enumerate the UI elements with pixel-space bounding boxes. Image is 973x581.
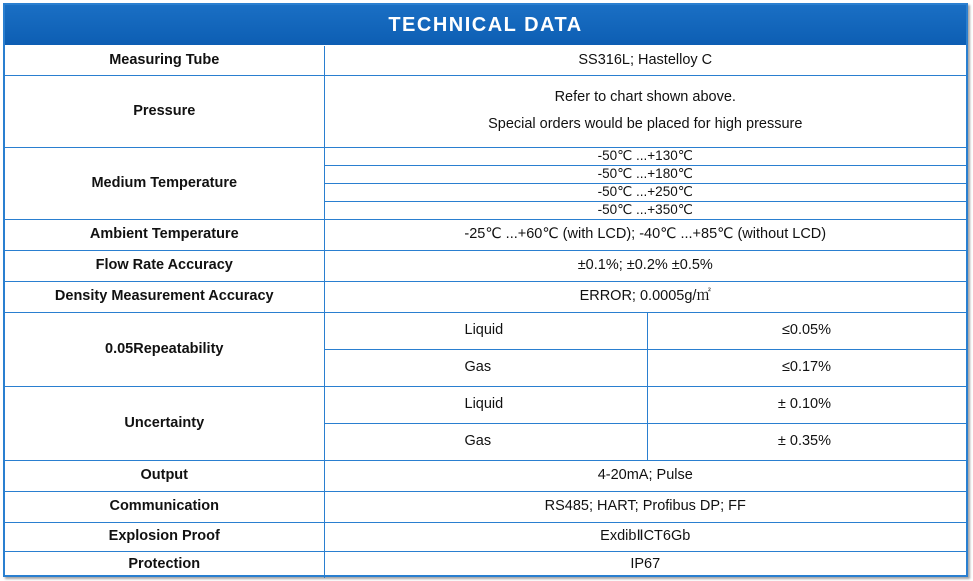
repeatability-liquid-label: Liquid	[324, 312, 647, 349]
row-value-ambient-temperature: -25℃ ...+60℃ (with LCD); -40℃ ...+85℃ (without LCD)	[324, 219, 966, 250]
panel-title: TECHNICAL DATA	[5, 5, 966, 45]
row-label-output: Output	[5, 460, 324, 491]
technical-data-table	[5, 46, 966, 578]
repeatability-gas-label: Gas	[324, 349, 647, 386]
row-value-measuring-tube: SS316L; Hastelloy C	[324, 46, 966, 75]
row-value-flow-rate-accuracy: ±0.1%; ±0.2% ±0.5%	[324, 250, 966, 281]
technical-data-panel	[3, 3, 968, 577]
repeatability-gas-value: ≤0.17%	[647, 349, 966, 386]
row-label-medium-temperature: Medium Temperature	[5, 147, 324, 219]
medium-temperature-value-2: -50℃ ...+180℃	[324, 165, 966, 183]
medium-temperature-value-3: -50℃ ...+250℃	[324, 183, 966, 201]
row-label-uncertainty: Uncertainty	[5, 386, 324, 460]
table-row	[5, 312, 966, 349]
uncertainty-gas-label: Gas	[324, 423, 647, 460]
row-label-communication: Communication	[5, 491, 324, 522]
repeatability-liquid-value: ≤0.05%	[647, 312, 966, 349]
pressure-line-2: Special orders would be placed for high pressure	[488, 116, 803, 132]
row-label-pressure: Pressure	[5, 75, 324, 147]
row-label-explosion-proof: Explosion Proof	[5, 522, 324, 551]
table-row	[5, 551, 966, 578]
row-value-protection: IP67	[324, 551, 966, 578]
uncertainty-liquid-value: ± 0.10%	[647, 386, 966, 423]
table-row	[5, 281, 966, 312]
row-label-flow-rate-accuracy: Flow Rate Accuracy	[5, 250, 324, 281]
row-label-ambient-temperature: Ambient Temperature	[5, 219, 324, 250]
medium-temperature-value-1: -50℃ ...+130℃	[324, 147, 966, 165]
table-row	[5, 491, 966, 522]
row-label-density-accuracy: Density Measurement Accuracy	[5, 281, 324, 312]
table-row	[5, 219, 966, 250]
row-value-explosion-proof: ExdibⅡCT6Gb	[324, 522, 966, 551]
table-row	[5, 386, 966, 423]
row-value-pressure	[324, 75, 966, 147]
row-value-density-accuracy: ERROR; 0.0005g/㎡	[324, 281, 966, 312]
uncertainty-gas-value: ± 0.35%	[647, 423, 966, 460]
table-row	[5, 75, 966, 147]
row-label-protection: Protection	[5, 551, 324, 578]
uncertainty-liquid-label: Liquid	[324, 386, 647, 423]
row-label-repeatability: 0.05Repeatability	[5, 312, 324, 386]
table-row	[5, 460, 966, 491]
table-row	[5, 147, 966, 165]
row-value-output: 4-20mA; Pulse	[324, 460, 966, 491]
table-row	[5, 250, 966, 281]
row-value-communication: RS485; HART; Profibus DP; FF	[324, 491, 966, 522]
row-label-measuring-tube: Measuring Tube	[109, 51, 220, 68]
pressure-line-1: Refer to chart shown above.	[554, 89, 736, 106]
medium-temperature-value-4: -50℃ ...+350℃	[324, 201, 966, 219]
table-row	[5, 522, 966, 551]
table-row	[5, 46, 966, 75]
